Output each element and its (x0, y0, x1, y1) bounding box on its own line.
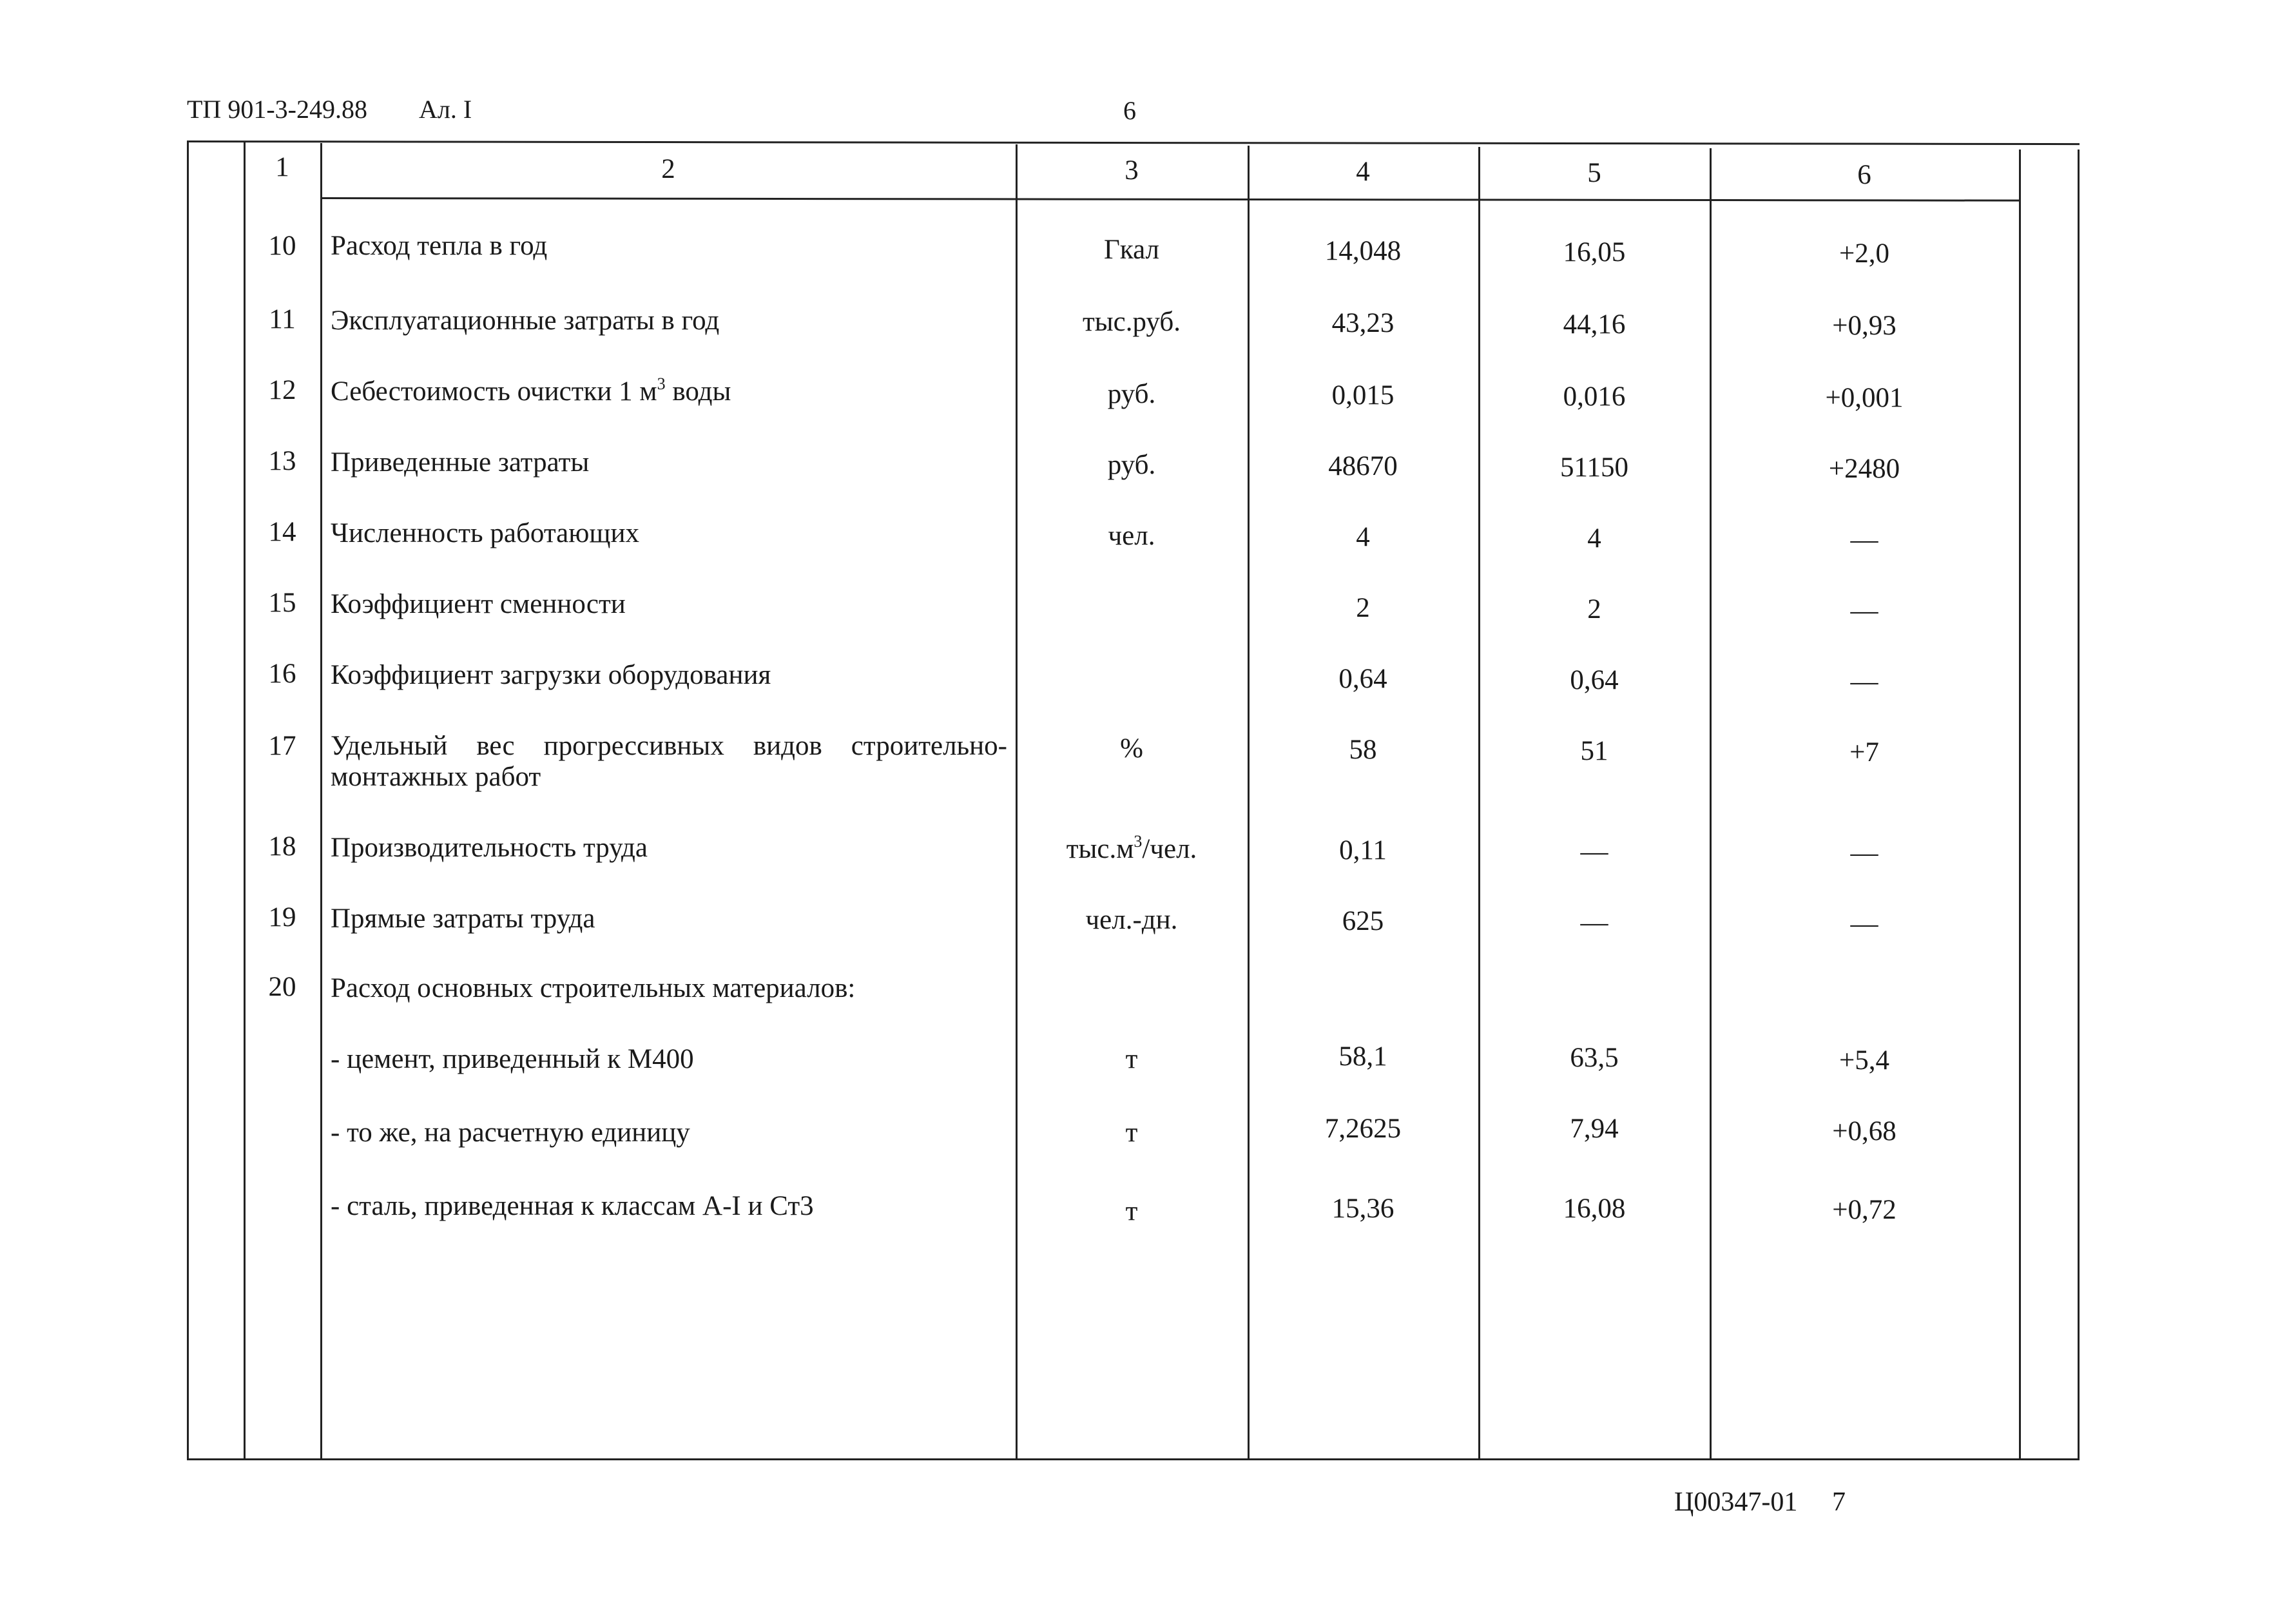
row-name: Коэффициент загрузки оборудования (331, 660, 771, 690)
row-name: - то же, на расчетную единицу (331, 1117, 690, 1148)
row-value-6: — (1850, 666, 1878, 697)
table-border-top (187, 140, 2080, 145)
row-value-5: 51 (1580, 736, 1608, 766)
row-unit-tail: /чел. (1142, 834, 1197, 864)
row-value-5: 63,5 (1570, 1043, 1619, 1073)
column-number-4: 4 (1356, 157, 1370, 187)
table-divider-margin (244, 142, 246, 1460)
row-name-text: Себестоимость очистки 1 м (331, 376, 657, 407)
row-name: Коэффициент сменности (331, 589, 626, 619)
row-value-5: 0,016 (1563, 382, 1626, 412)
row-value-4: 15,36 (1331, 1194, 1395, 1224)
row-number: 20 (268, 972, 296, 1002)
row-unit: т (1125, 1117, 1138, 1148)
row-name: Приведенные затраты (331, 447, 590, 478)
row-value-4: 4 (1356, 522, 1370, 552)
row-number: 12 (268, 375, 296, 405)
page-number: 6 (1123, 96, 1136, 125)
row-value-6: +0,72 (1832, 1195, 1897, 1225)
row-name-superscript: 3 (657, 374, 666, 393)
row-value-6: +7 (1849, 737, 1879, 768)
row-number: 18 (268, 831, 296, 862)
row-value-6: — (1850, 909, 1878, 939)
table-divider-col3 (1248, 146, 1250, 1460)
row-value-4: 58 (1349, 735, 1377, 765)
row-name: - сталь, приведенная к классам А-I и Ст3 (331, 1191, 814, 1221)
row-value-4: 14,048 (1324, 236, 1402, 266)
row-name: Удельный вес прогрессивных видов строительно-монтажных работ (331, 731, 1007, 792)
row-value-4: 625 (1342, 906, 1384, 936)
footer-sheet-number: 7 (1832, 1487, 1846, 1517)
row-value-4: 7,2625 (1324, 1114, 1402, 1144)
row-unit: т (1125, 1044, 1138, 1074)
row-name: Прямые затраты труда (331, 904, 595, 934)
row-value-5: — (1580, 907, 1608, 938)
table-border-right (2078, 150, 2080, 1460)
row-value-4: 0,11 (1339, 835, 1387, 865)
row-value-5: 0,64 (1570, 665, 1619, 695)
row-value-4: 48670 (1328, 451, 1398, 481)
row-value-4: 58,1 (1338, 1041, 1387, 1072)
row-value-4: 0,015 (1331, 380, 1395, 411)
row-value-6: +0,68 (1832, 1116, 1897, 1146)
row-number: 13 (268, 446, 296, 476)
album-label: Ал. I (419, 95, 472, 124)
row-unit-superscript: 3 (1134, 831, 1143, 851)
row-value-5: 16,08 (1563, 1194, 1626, 1224)
row-number: 11 (269, 304, 296, 334)
row-value-5: — (1580, 836, 1608, 867)
row-unit: т (1125, 1196, 1138, 1226)
table-divider-col6 (2019, 150, 2021, 1460)
row-unit: руб. (1107, 379, 1156, 409)
column-number-3: 3 (1125, 155, 1139, 186)
row-value-6: — (1850, 525, 1878, 555)
header-row-separator (320, 197, 2021, 202)
row-unit: руб. (1107, 450, 1156, 480)
row-name-tail: воды (665, 376, 731, 407)
row-value-6: +0,001 (1825, 383, 1904, 413)
row-unit (1066, 831, 1197, 865)
row-name: Численность работающих (331, 518, 639, 548)
footer-code: Ц00347-01 (1674, 1487, 1798, 1517)
row-value-4: 43,23 (1331, 308, 1395, 338)
row-value-6: — (1850, 595, 1878, 626)
table-divider-col5 (1710, 148, 1712, 1460)
table-border-left (187, 140, 189, 1460)
row-value-6: — (1850, 838, 1878, 868)
row-number: 15 (268, 588, 296, 618)
row-unit: тыс.руб. (1082, 307, 1181, 337)
row-name (331, 376, 731, 407)
row-unit-text: тыс.м (1066, 834, 1134, 864)
row-name: Расход основных строительных материалов: (331, 973, 856, 1003)
row-value-6: +2480 (1828, 454, 1900, 484)
row-value-4: 0,64 (1338, 664, 1387, 694)
row-unit: Гкал (1103, 235, 1160, 265)
document-code: ТП 901-3-249.88 (187, 95, 367, 124)
row-unit: чел.-дн. (1085, 905, 1178, 935)
column-number-6: 6 (1857, 160, 1871, 190)
row-number: 10 (268, 231, 296, 261)
row-unit: % (1120, 733, 1143, 764)
row-name: Производительность труда (331, 833, 648, 863)
row-number: 17 (268, 731, 296, 761)
row-value-5: 2 (1587, 594, 1601, 624)
column-number-5: 5 (1587, 158, 1601, 188)
row-value-6: +2,0 (1839, 238, 1890, 269)
row-value-6: +5,4 (1839, 1045, 1890, 1076)
row-value-5: 4 (1587, 523, 1601, 554)
row-number: 16 (268, 659, 296, 689)
row-name: Эксплуатационные затраты в год (331, 305, 720, 336)
column-number-1: 1 (275, 152, 289, 182)
row-value-4: 2 (1356, 593, 1370, 623)
row-number: 19 (268, 902, 296, 933)
row-value-5: 7,94 (1570, 1114, 1619, 1144)
row-value-5: 16,05 (1563, 237, 1626, 267)
row-value-5: 44,16 (1563, 309, 1626, 340)
row-name: Расход тепла в год (331, 231, 548, 261)
table-divider-col1 (320, 143, 322, 1460)
row-unit: чел. (1108, 521, 1155, 551)
row-value-6: +0,93 (1832, 311, 1897, 341)
row-name: - цемент, приведенный к М400 (331, 1044, 694, 1074)
column-number-2: 2 (661, 154, 675, 184)
table-divider-col2 (1016, 144, 1018, 1460)
row-number: 14 (268, 517, 296, 547)
row-value-5: 51150 (1560, 452, 1628, 483)
table-border-bottom (187, 1458, 2080, 1460)
table-divider-col4 (1478, 147, 1480, 1460)
